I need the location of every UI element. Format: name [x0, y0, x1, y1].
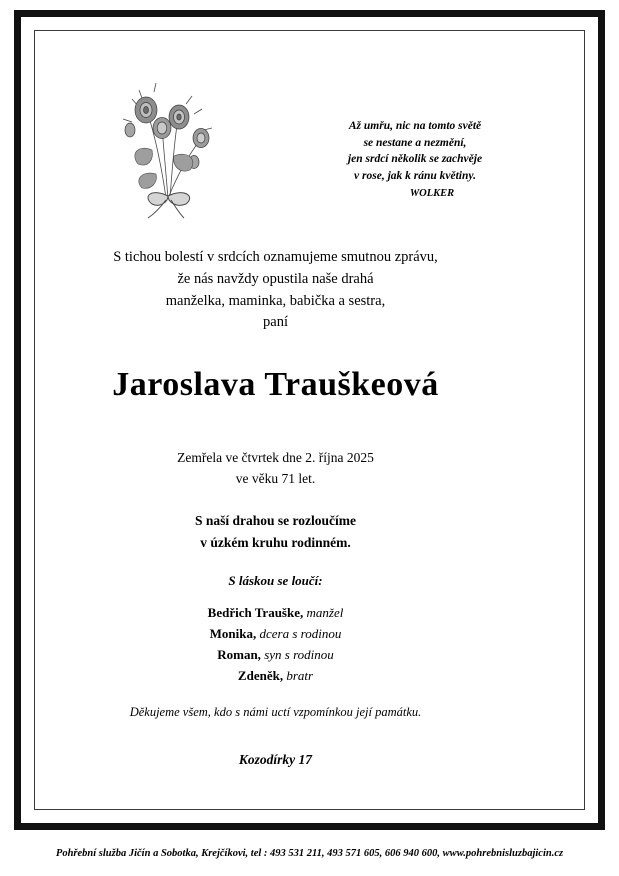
announcement-line-2: že nás navždy opustila naše drahá	[177, 270, 374, 287]
place-text: Kozodírky 17	[238, 752, 313, 767]
farewell-text	[34, 510, 517, 553]
poem-author: WOLKER	[409, 187, 455, 199]
announcement-line-4: paní	[263, 314, 288, 331]
list-item	[34, 665, 517, 686]
mourners-list	[34, 602, 517, 686]
rose-bouquet-illustration	[108, 70, 228, 220]
funeral-service-footer: Pohřební služba Jičín a Sobotka, Krejčíkovi, tel : 493 531 211, 493 571 605, 606 940 600, www.pohrebnisluzbajicin.cz	[55, 848, 564, 859]
list-item	[34, 602, 517, 623]
announcement-line-1: S tichou bolestí v srdcích oznamujeme smutnou zprávu,	[113, 249, 438, 265]
death-age-line: ve věku 71 let.	[235, 470, 316, 486]
mourner-name: Monika,	[209, 626, 257, 642]
announcement-text	[34, 247, 517, 334]
poem-line-1: Až umřu, nic na tomto světě	[348, 120, 482, 132]
list-item	[34, 623, 517, 644]
poem-line-4: v rose, jak k ránu květiny.	[354, 170, 476, 183]
mourner-name: Bedřich Trauške,	[207, 605, 304, 620]
list-item	[34, 644, 517, 665]
death-details	[34, 448, 517, 490]
death-date-line: Zemřela ve čtvrtek dne 2. října 2025	[177, 450, 374, 465]
poem-block	[300, 118, 530, 201]
farewell-line-2: v úzkém kruhu rodinném.	[200, 534, 351, 550]
thanks-text: Děkujeme všem, kdo s námi uctí vzpomínkou její památku.	[129, 705, 422, 719]
mourners-heading: S láskou se loučí:	[228, 573, 323, 588]
deceased-name: Jaroslava Trauškeová	[112, 366, 439, 403]
mourner-relation: syn s rodinou	[264, 647, 334, 663]
announcement-line-3: manželka, maminka, babička a sestra,	[165, 292, 386, 309]
poem-line-2: se nestane a nezmění,	[363, 136, 467, 149]
poem-line-3: jen srdcí několik se zachvěje	[347, 153, 483, 166]
mourner-name: Roman,	[217, 647, 261, 663]
mourner-name: Zdeněk,	[237, 668, 284, 684]
farewell-line-1: S naší drahou se rozloučíme	[194, 513, 356, 528]
mourner-relation: bratr	[286, 668, 314, 684]
mourner-relation: dcera s rodinou	[259, 626, 342, 642]
mourner-relation: manžel	[306, 605, 344, 620]
